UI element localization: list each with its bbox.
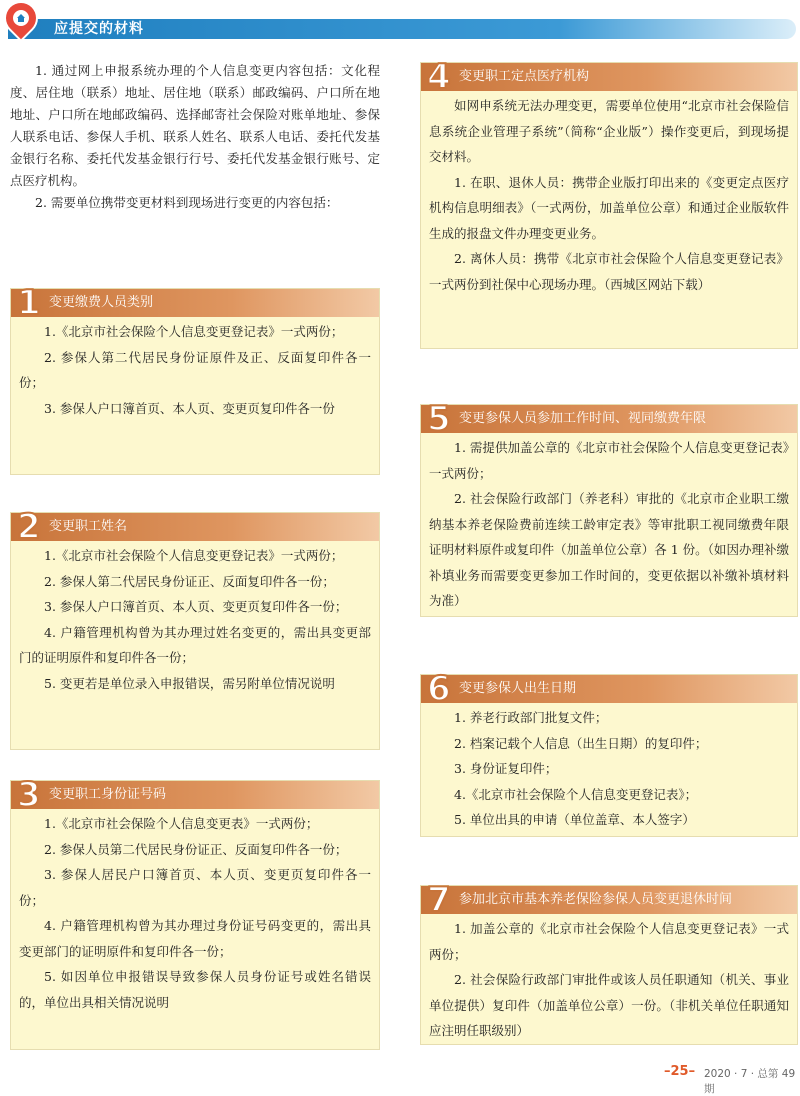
- list-item: 3. 参保人户口簿首页、本人页、变更页复印件各一份: [44, 400, 335, 416]
- section-body: [429, 705, 789, 833]
- section-body: [429, 435, 789, 614]
- list-item: 1. 需提供加盖公章的《北京市社会保险个人信息变更登记表》一式两份；: [429, 440, 789, 481]
- section-title: 参加北京市基本养老保险参保人员变更退休时间: [459, 892, 733, 907]
- section-header-bar: [8, 19, 796, 39]
- list-item: 5. 单位出具的申请（单位盖章、本人签字）: [454, 812, 695, 827]
- page-number: –25–: [664, 1064, 696, 1079]
- home-icon: [16, 13, 26, 23]
- section-title: 变更职工定点医疗机构: [459, 69, 590, 84]
- section-6: [420, 669, 798, 837]
- section-number: 2: [17, 507, 41, 547]
- section-header: [421, 399, 797, 439]
- list-item: 1.《北京市社会保险个人信息变更登记表》一式两份；: [44, 548, 344, 563]
- issue-info: 2020 · 7 · 总第 49 期: [704, 1068, 796, 1095]
- section-number: 4: [427, 57, 451, 97]
- section-3: [10, 775, 380, 1050]
- section-7: [420, 880, 798, 1045]
- list-item: 5. 如因单位申报错误导致参保人员身份证号或姓名错误的，单位出具相关情况说明: [19, 969, 371, 1010]
- section-number: 5: [427, 399, 451, 439]
- list-item: 1. 加盖公章的《北京市社会保险个人信息变更登记表》一式两份；: [429, 921, 789, 962]
- section-header: [11, 283, 379, 323]
- list-item: 2. 参保人第二代居民身份证正、反面复印件各一份；: [44, 573, 335, 589]
- list-item: 4. 户籍管理机构曾为其办理过身份证号码变更的，需出具变更部门的证明原件和复印件各一份；: [19, 918, 371, 959]
- list-item: 2. 社会保险行政部门审批件或该人员任职通知（机关、事业单位提供）复印件（加盖单位公章）一份。（非机关单位任职通知应注明任职级别）: [429, 972, 789, 1038]
- intro-paragraph: 2. 需要单位携带变更材料到现场进行变更的内容包括：: [35, 195, 339, 210]
- section-number: 7: [427, 880, 451, 920]
- section-body: [19, 319, 371, 421]
- list-item: 3. 参保人户口簿首页、本人页、变更页复印件各一份；: [44, 599, 348, 614]
- list-item: 2. 档案记载个人信息（出生日期）的复印件；: [454, 735, 708, 751]
- section-header: [11, 775, 379, 815]
- section-title: 变更参保人员参加工作时间、视同缴费年限: [459, 411, 707, 426]
- section-number: 3: [17, 775, 41, 815]
- list-item: 如网申系统无法办理变更，需要单位使用“北京市社会保险信息系统企业管理子系统”（简称“企业版”）操作变更后，到现场提交材料。: [429, 98, 789, 164]
- section-4: [420, 57, 798, 349]
- list-item: 5. 变更若是单位录入申报错误，需另附单位情况说明: [44, 675, 335, 691]
- section-header: [421, 57, 797, 97]
- intro-text: [10, 60, 380, 214]
- list-item: 2. 参保人员第二代居民身份证正、反面复印件各一份；: [44, 841, 348, 857]
- section-number: 1: [17, 283, 41, 323]
- intro-paragraph: 1. 通过网上申报系统办理的个人信息变更内容包括：文化程度、居住地（联系）地址、居住地（联系）邮政编码、户口所在地地址、户口所在地邮政编码、选择邮寄社会保险对账单地址、参保人联系电话、参保人手机、联系人姓名、联系人电话、委托代发基金银行名称、委托代发基金银行行号、委托代发基金银行账号、定点医疗机构。: [10, 63, 380, 188]
- section-header: [421, 880, 797, 920]
- section-number: 6: [427, 669, 451, 709]
- list-item: 2. 离休人员：携带《北京市社会保险个人信息变更登记表》一式两份到社保中心现场办理。（西城区网站下载）: [429, 251, 789, 292]
- section-body: [19, 543, 371, 696]
- section-title: 变更职工身份证号码: [49, 787, 167, 802]
- section-title: 变更职工姓名: [49, 519, 128, 534]
- list-item: 3. 身份证复印件；: [454, 761, 558, 776]
- section-body: [19, 811, 371, 1015]
- section-5: [420, 399, 798, 617]
- section-title: 变更参保人出生日期: [459, 681, 577, 696]
- list-item: 1.《北京市社会保险个人信息变更表》一式两份；: [44, 816, 319, 831]
- list-item: 4. 户籍管理机构曾为其办理过姓名变更的，需出具变更部门的证明原件和复印件各一份；: [19, 624, 371, 665]
- list-item: 1. 在职、退休人员：携带企业版打印出来的《变更定点医疗机构信息明细表》（一式两份，加盖单位公章）和通过企业版软件生成的报盘文件办理变更业务。: [429, 174, 789, 241]
- list-item: 1.《北京市社会保险个人信息变更登记表》一式两份；: [44, 324, 344, 339]
- section-header: [11, 507, 379, 547]
- section-1: [10, 283, 380, 475]
- list-item: 1. 养老行政部门批复文件；: [454, 710, 608, 725]
- section-header: [421, 669, 797, 709]
- section-body: [429, 93, 789, 297]
- section-body: [429, 916, 789, 1044]
- list-item: 3. 参保人居民户口簿首页、本人页、变更页复印件各一份；: [19, 867, 371, 908]
- list-item: 4.《北京市社会保险个人信息变更登记表》；: [454, 786, 698, 802]
- list-item: 2. 社会保险行政部门（养老科）审批的《北京市企业职工缴纳基本养老保险费前连续工龄审定表》等审批职工视同缴费年限证明材料原件或复印件（加盖单位公章）各 1 份。（如因办理补缴补填业务而需要变更参加工作时间的，变更依据以补缴补填材料为准）: [429, 491, 789, 608]
- section-2: [10, 507, 380, 750]
- list-item: 2. 参保人第二代居民身份证原件及正、反面复印件各一份；: [19, 349, 371, 390]
- section-title: 变更缴费人员类别: [49, 295, 154, 310]
- page-title: 应提交的材料: [54, 21, 144, 37]
